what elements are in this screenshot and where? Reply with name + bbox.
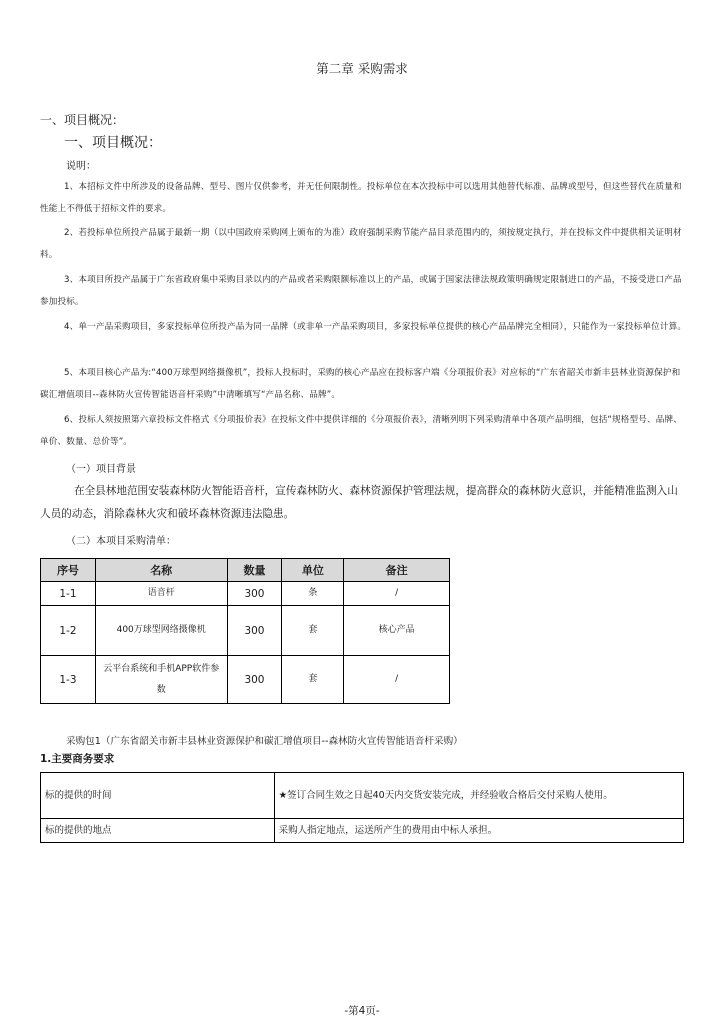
note-item: 1、本招标文件中所涉及的设备品牌、型号、图片仅供参考，并无任何限制性。投标单位在本次投标中可以选用其他替代标准、品牌或型号，但这些替代在质量和性能上不得低于招标文件的要求。 — [40, 182, 682, 214]
cell-no: 1-2 — [41, 606, 96, 656]
cell-qty: 300 — [227, 606, 282, 656]
note-item: 2、若投标单位所投产品属于最新一期（以中国政府采购网上颁布的为准）政府强制采购节能产品目录范围内的，须按规定执行，并在投标文件中提供相关证明材料。 — [40, 228, 682, 260]
business-label: 标的提供的地点 — [41, 819, 275, 843]
business-value: 采购人指定地点，运送所产生的费用由中标人承担。 — [274, 819, 683, 843]
business-requirements-heading: 1.主要商务要求 — [40, 753, 115, 765]
table-row — [41, 773, 684, 819]
note-label: 说明： — [66, 161, 96, 172]
list-heading: （二）本项目采购清单： — [66, 536, 176, 547]
cell-remark: 核心产品 — [344, 606, 450, 656]
header-remark: 备注 — [344, 559, 450, 582]
table-row — [41, 606, 450, 656]
header-qty: 数量 — [227, 559, 282, 582]
cell-name: 400万球型网络摄像机 — [95, 606, 227, 656]
chapter-title: 第二章 采购需求 — [316, 61, 408, 76]
note-item: 5、本项目核心产品为:“400万球型网络摄像机”，投标人投标时，采购的核心产品应在投标客户端《分项报价表》对应标的“广东省韶关市新丰县林业资源保护和碳汇增值项目--森林防火宣传智能语音杆采购”中清晰填写“产品名称、品牌”。 — [40, 368, 681, 400]
cell-no: 1-3 — [41, 656, 96, 704]
cell-remark: / — [344, 656, 450, 704]
section-heading-overview-repeat: 一、项目概况： — [64, 135, 162, 151]
cell-name: 语音杆 — [95, 582, 227, 606]
business-requirements-table — [40, 772, 684, 843]
background-heading: （一）项目背景 — [66, 464, 136, 475]
header-name: 名称 — [95, 559, 227, 582]
package-title: 采购包1（广东省韶关市新丰县林业资源保护和碳汇增值项目--森林防火宣传智能语音杆采购） — [66, 736, 463, 747]
header-unit: 单位 — [282, 559, 344, 582]
cell-name: 云平台系统和手机APP软件参数 — [95, 656, 227, 704]
cell-qty: 300 — [227, 582, 282, 606]
table-header-row — [41, 559, 450, 582]
procurement-table — [40, 558, 450, 704]
table-row — [41, 582, 450, 606]
cell-unit: 条 — [282, 582, 344, 606]
cell-unit: 套 — [282, 606, 344, 656]
header-no: 序号 — [41, 559, 96, 582]
note-item: 3、本项目所投产品属于广东省政府集中采购目录以内的产品或者采购限额标准以上的产品，或属于国家法律法规政策明确规定限制进口的产品，不接受进口产品参加投标。 — [40, 275, 682, 307]
table-row — [41, 656, 450, 704]
cell-unit: 套 — [282, 656, 344, 704]
background-text: 在全县林地范围安装森林防火智能语音杆，宣传森林防火、森林资源保护管理法规，提高群众的森林防火意识，并能精准监测入山人员的动态，消除森林火灾和破坏森林资源违法隐患。 — [40, 485, 678, 520]
business-label: 标的提供的时间 — [41, 773, 275, 819]
cell-remark: / — [344, 582, 450, 606]
table-row — [41, 819, 684, 843]
section-heading-overview: 一、项目概况： — [40, 113, 125, 127]
cell-qty: 300 — [227, 656, 282, 704]
business-value: ★签订合同生效之日起40天内交货安装完成，并经验收合格后交付采购人使用。 — [274, 773, 683, 819]
page-number: -第4页- — [344, 1005, 380, 1017]
cell-no: 1-1 — [41, 582, 96, 606]
note-item: 4、单一产品采购项目，多家投标单位所投产品为同一品牌（或非单一产品采购项目，多家投标单位提供的核心产品品牌完全相同），只能作为一家投标单位计算。 — [64, 322, 687, 332]
note-item: 6、投标人须按照第六章投标文件格式《分项报价表》在投标文件中提供详细的《分项报价表》，清晰列明下列采购清单中各项产品明细，包括“规格型号、品牌、单价、数量、总价等”。 — [40, 415, 682, 447]
